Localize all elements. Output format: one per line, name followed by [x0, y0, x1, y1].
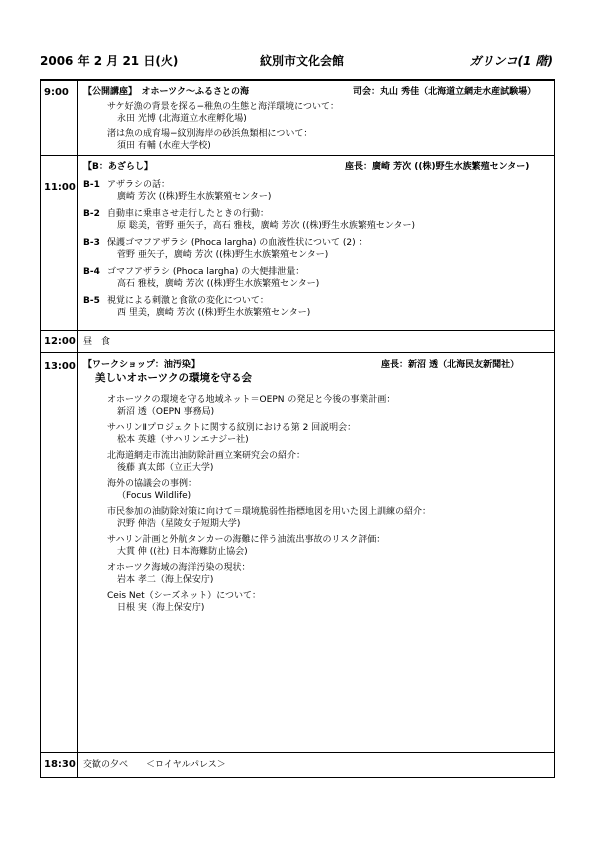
session-chair: 司会：丸山 秀佳（北海道立網走水産試験場） [353, 87, 537, 97]
talk-author: 新沼 透（OEPN 事務局) [117, 407, 215, 417]
talk-title: アザラシの話： [107, 180, 171, 190]
talk-title: Ceis Net（シーズネット）について： [107, 591, 262, 601]
talk-author: 後藤 真太郎（立正大学) [117, 463, 214, 473]
evening-time: 18:30 [44, 759, 76, 770]
talk-code: B-5 [83, 296, 100, 306]
talk-title: サハリンⅡプロジェクトに関する紋別における第 2 回説明会： [107, 423, 357, 433]
talk-author: 松本 英雄（サハリンエナジー社) [117, 435, 249, 445]
session-title: 【公開講座】 オホーツク〜ふるさとの海 [83, 87, 250, 97]
evening-label: 交歓の夕べ ＜ロイヤルパレス＞ [83, 760, 226, 770]
lunch-label: 昼 食 [83, 337, 111, 347]
session-chair: 座長：新沼 透（北海民友新聞社） [381, 360, 520, 370]
talk-author: 永田 光博 (北海道立水産孵化場) [117, 114, 247, 124]
session-row-seals [41, 155, 554, 331]
session-title: 【B：あざらし】 [83, 162, 153, 172]
talk-author: （Focus Wildlife) [117, 491, 192, 501]
talk-code: B-2 [83, 209, 100, 219]
talk-code: B-1 [83, 180, 100, 190]
page-header [40, 52, 557, 68]
session-time: 13:00 [44, 361, 76, 372]
talk-author: 須田 有輔 (水産大学校) [117, 141, 211, 151]
talk-author: 菅野 亜矢子，廣崎 芳次 ((株)野生水族繁殖センター) [117, 250, 329, 260]
talk-author: 岩本 孝二（海上保安庁) [117, 575, 214, 585]
talk-title: サハリン計画と外航タンカーの海難に伴う油流出事故のリスク評価： [107, 535, 386, 545]
session-subtitle: 美しいオホーツクの環境を守る会 [95, 372, 252, 384]
talk-title: オホーツクの環境を守る地域ネット＝OEPN の発足と今後の事業計画： [107, 395, 396, 405]
talk-title: サケ好漁の背景を探る−稚魚の生態と海洋環境について： [107, 102, 340, 112]
talk-title: 北海道網走市流出油防除計画立案研究会の紹介： [107, 451, 306, 461]
talk-author: 廣崎 芳次 ((株)野生水族繁殖センター) [117, 192, 272, 202]
talk-author: 高石 雅枝，廣崎 芳次 ((株)野生水族繁殖センター) [117, 279, 320, 289]
talk-title: 市民参加の油防除対策に向けて＝環境脆弱性指標地図を用いた図上訓練の紹介： [107, 507, 432, 517]
talk-title: 海外の協議会の事例： [107, 479, 198, 489]
session-row-workshop [41, 352, 554, 753]
talk-code: B-4 [83, 267, 100, 277]
session-time: 9:00 [44, 87, 69, 98]
header-date: 2006 年 2 月 21 日(火) [40, 54, 179, 68]
talk-title: 渚は魚の成育場−紋別海岸の砂浜魚類相について： [107, 129, 313, 139]
talk-title: オホーツク海域の海洋汚染の現状： [107, 563, 251, 573]
talk-author: 日根 実（海上保安庁) [117, 603, 205, 613]
talk-code: B-3 [83, 238, 100, 248]
session-title: 【ワークショップ：油汚染】 [83, 360, 200, 370]
program-table [40, 79, 555, 778]
talk-author: 大貫 伸 ((社) 日本海難防止協会) [117, 547, 248, 557]
talk-title: ゴマフアザラシ (Phoca largha) の大便排泄量： [107, 267, 305, 277]
session-chair: 座長：廣崎 芳次 ((株)野生水族繁殖センター) [345, 162, 530, 172]
talk-author: 原 聡美，菅野 亜矢子，高石 雅枝，廣崎 芳次 ((株)野生水族繁殖センター) [117, 221, 415, 231]
lunch-row [41, 330, 554, 353]
talk-title: 視覚による刺激と食欲の変化について： [107, 296, 269, 306]
talk-title: 保護ゴマフアザラシ (Phoca largha) の血液性状について (2) ： [107, 238, 368, 248]
talk-author: 沢野 伸浩（星陵女子短期大学) [117, 519, 241, 529]
evening-row [41, 752, 554, 777]
session-time: 11:00 [44, 182, 76, 193]
header-room: ガリンコ(1 階) [469, 54, 553, 68]
header-venue: 紋別市文化会館 [260, 54, 345, 68]
talk-author: 西 里美，廣崎 芳次 ((株)野生水族繁殖センター) [117, 308, 311, 318]
talk-title: 自動車に乗車させ走行したときの行動： [107, 209, 270, 219]
session-row-public-lecture [41, 81, 554, 155]
lunch-time: 12:00 [44, 336, 76, 347]
